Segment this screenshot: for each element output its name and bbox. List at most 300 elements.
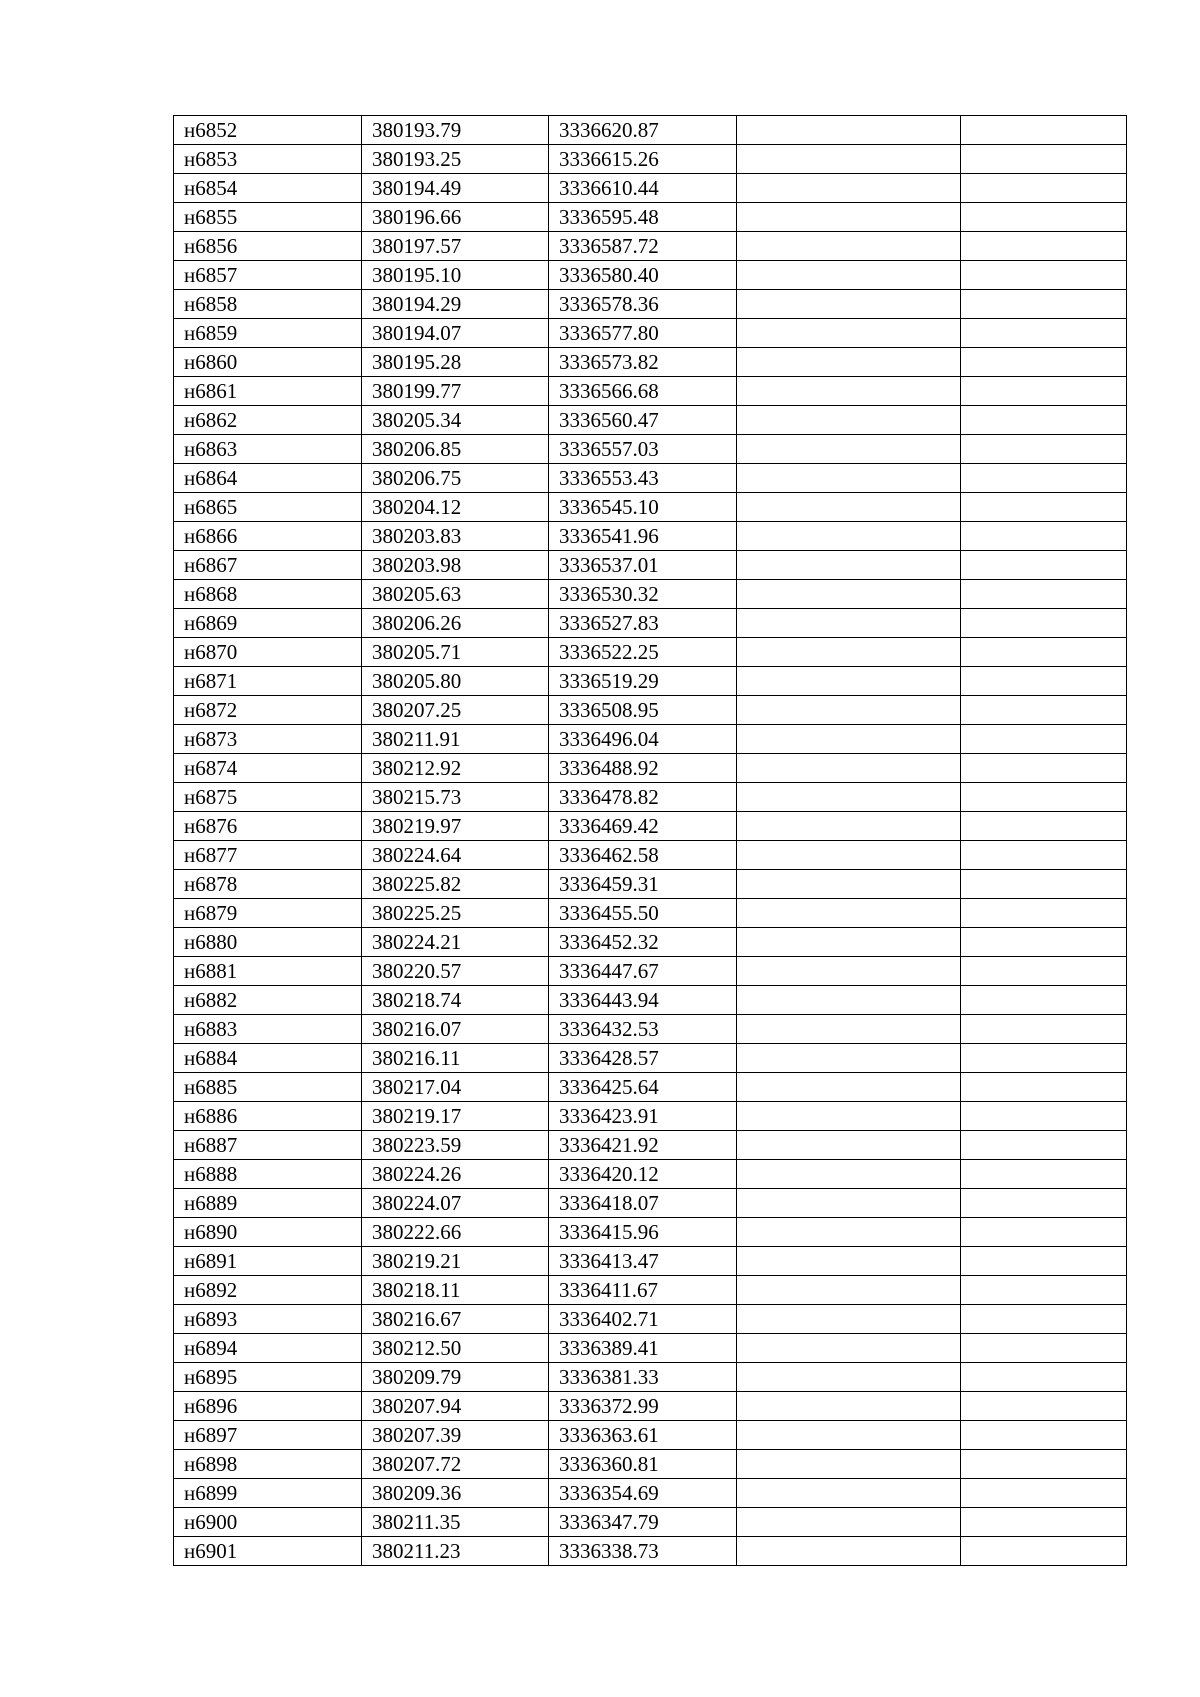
- point-id-cell: н6887: [174, 1131, 362, 1160]
- x-coordinate-cell: 380197.57: [362, 232, 549, 261]
- table-row: [174, 1131, 1127, 1160]
- x-coordinate-cell: 380206.85: [362, 435, 549, 464]
- point-id-cell: н6877: [174, 841, 362, 870]
- x-coordinate-cell: 380199.77: [362, 377, 549, 406]
- point-id-cell: н6856: [174, 232, 362, 261]
- empty-cell-4: [737, 1247, 961, 1276]
- empty-cell-4: [737, 783, 961, 812]
- empty-cell-4: [737, 1508, 961, 1537]
- y-coordinate-cell: 3336452.32: [549, 928, 737, 957]
- table-row: [174, 957, 1127, 986]
- empty-cell-4: [737, 261, 961, 290]
- empty-cell-4: [737, 1102, 961, 1131]
- y-coordinate-cell: 3336522.25: [549, 638, 737, 667]
- x-coordinate-cell: 380211.91: [362, 725, 549, 754]
- empty-cell-5: [961, 928, 1127, 957]
- x-coordinate-cell: 380218.74: [362, 986, 549, 1015]
- x-coordinate-cell: 380206.26: [362, 609, 549, 638]
- table-row: [174, 1044, 1127, 1073]
- empty-cell-5: [961, 1305, 1127, 1334]
- y-coordinate-cell: 3336527.83: [549, 609, 737, 638]
- y-coordinate-cell: 3336447.67: [549, 957, 737, 986]
- empty-cell-5: [961, 580, 1127, 609]
- table-row: [174, 783, 1127, 812]
- y-coordinate-cell: 3336432.53: [549, 1015, 737, 1044]
- empty-cell-5: [961, 145, 1127, 174]
- y-coordinate-cell: 3336545.10: [549, 493, 737, 522]
- table-row: [174, 1015, 1127, 1044]
- empty-cell-5: [961, 1537, 1127, 1566]
- point-id-cell: н6881: [174, 957, 362, 986]
- y-coordinate-cell: 3336413.47: [549, 1247, 737, 1276]
- table-row: [174, 290, 1127, 319]
- table-row: [174, 812, 1127, 841]
- point-id-cell: н6890: [174, 1218, 362, 1247]
- empty-cell-4: [737, 580, 961, 609]
- point-id-cell: н6859: [174, 319, 362, 348]
- y-coordinate-cell: 3336519.29: [549, 667, 737, 696]
- empty-cell-4: [737, 1392, 961, 1421]
- table-row: [174, 754, 1127, 783]
- empty-cell-4: [737, 203, 961, 232]
- point-id-cell: н6894: [174, 1334, 362, 1363]
- empty-cell-4: [737, 377, 961, 406]
- empty-cell-5: [961, 1421, 1127, 1450]
- table-row: [174, 1189, 1127, 1218]
- empty-cell-4: [737, 696, 961, 725]
- empty-cell-5: [961, 377, 1127, 406]
- x-coordinate-cell: 380216.07: [362, 1015, 549, 1044]
- y-coordinate-cell: 3336578.36: [549, 290, 737, 319]
- x-coordinate-cell: 380217.04: [362, 1073, 549, 1102]
- point-id-cell: н6860: [174, 348, 362, 377]
- table-row: [174, 1102, 1127, 1131]
- table-row: [174, 1508, 1127, 1537]
- empty-cell-5: [961, 551, 1127, 580]
- x-coordinate-cell: 380193.25: [362, 145, 549, 174]
- empty-cell-5: [961, 1334, 1127, 1363]
- table-row: [174, 232, 1127, 261]
- table-row: [174, 580, 1127, 609]
- empty-cell-5: [961, 435, 1127, 464]
- point-id-cell: н6852: [174, 116, 362, 145]
- y-coordinate-cell: 3336415.96: [549, 1218, 737, 1247]
- x-coordinate-cell: 380212.50: [362, 1334, 549, 1363]
- point-id-cell: н6876: [174, 812, 362, 841]
- empty-cell-5: [961, 290, 1127, 319]
- empty-cell-4: [737, 522, 961, 551]
- point-id-cell: н6858: [174, 290, 362, 319]
- table-row: [174, 1392, 1127, 1421]
- empty-cell-5: [961, 261, 1127, 290]
- empty-cell-4: [737, 1044, 961, 1073]
- x-coordinate-cell: 380216.67: [362, 1305, 549, 1334]
- empty-cell-4: [737, 1189, 961, 1218]
- point-id-cell: н6865: [174, 493, 362, 522]
- empty-cell-4: [737, 609, 961, 638]
- x-coordinate-cell: 380207.94: [362, 1392, 549, 1421]
- table-row: [174, 1276, 1127, 1305]
- x-coordinate-cell: 380206.75: [362, 464, 549, 493]
- x-coordinate-cell: 380195.10: [362, 261, 549, 290]
- y-coordinate-cell: 3336566.68: [549, 377, 737, 406]
- y-coordinate-cell: 3336488.92: [549, 754, 737, 783]
- empty-cell-5: [961, 406, 1127, 435]
- point-id-cell: н6867: [174, 551, 362, 580]
- empty-cell-5: [961, 1508, 1127, 1537]
- y-coordinate-cell: 3336587.72: [549, 232, 737, 261]
- empty-cell-4: [737, 1276, 961, 1305]
- x-coordinate-cell: 380224.26: [362, 1160, 549, 1189]
- point-id-cell: н6875: [174, 783, 362, 812]
- point-id-cell: н6891: [174, 1247, 362, 1276]
- y-coordinate-cell: 3336537.01: [549, 551, 737, 580]
- point-id-cell: н6897: [174, 1421, 362, 1450]
- point-id-cell: н6873: [174, 725, 362, 754]
- empty-cell-5: [961, 493, 1127, 522]
- point-id-cell: н6884: [174, 1044, 362, 1073]
- x-coordinate-cell: 380222.66: [362, 1218, 549, 1247]
- y-coordinate-cell: 3336372.99: [549, 1392, 737, 1421]
- empty-cell-4: [737, 899, 961, 928]
- y-coordinate-cell: 3336418.07: [549, 1189, 737, 1218]
- y-coordinate-cell: 3336469.42: [549, 812, 737, 841]
- empty-cell-5: [961, 203, 1127, 232]
- table-row: [174, 319, 1127, 348]
- point-id-cell: н6892: [174, 1276, 362, 1305]
- point-id-cell: н6854: [174, 174, 362, 203]
- y-coordinate-cell: 3336421.92: [549, 1131, 737, 1160]
- empty-cell-4: [737, 986, 961, 1015]
- y-coordinate-cell: 3336423.91: [549, 1102, 737, 1131]
- empty-cell-4: [737, 812, 961, 841]
- x-coordinate-cell: 380194.29: [362, 290, 549, 319]
- empty-cell-4: [737, 493, 961, 522]
- table-row: [174, 464, 1127, 493]
- point-id-cell: н6864: [174, 464, 362, 493]
- empty-cell-5: [961, 812, 1127, 841]
- empty-cell-4: [737, 1160, 961, 1189]
- y-coordinate-cell: 3336615.26: [549, 145, 737, 174]
- empty-cell-5: [961, 1131, 1127, 1160]
- empty-cell-5: [961, 1015, 1127, 1044]
- empty-cell-5: [961, 1247, 1127, 1276]
- empty-cell-4: [737, 638, 961, 667]
- table-row: [174, 667, 1127, 696]
- empty-cell-4: [737, 464, 961, 493]
- point-id-cell: н6882: [174, 986, 362, 1015]
- y-coordinate-cell: 3336354.69: [549, 1479, 737, 1508]
- empty-cell-4: [737, 145, 961, 174]
- x-coordinate-cell: 380225.82: [362, 870, 549, 899]
- y-coordinate-cell: 3336478.82: [549, 783, 737, 812]
- y-coordinate-cell: 3336560.47: [549, 406, 737, 435]
- table-row: [174, 1334, 1127, 1363]
- point-id-cell: н6855: [174, 203, 362, 232]
- empty-cell-4: [737, 754, 961, 783]
- x-coordinate-cell: 380223.59: [362, 1131, 549, 1160]
- y-coordinate-cell: 3336389.41: [549, 1334, 737, 1363]
- empty-cell-5: [961, 841, 1127, 870]
- empty-cell-4: [737, 667, 961, 696]
- table-row: [174, 841, 1127, 870]
- empty-cell-5: [961, 1160, 1127, 1189]
- empty-cell-4: [737, 406, 961, 435]
- empty-cell-4: [737, 551, 961, 580]
- empty-cell-5: [961, 1189, 1127, 1218]
- empty-cell-4: [737, 1131, 961, 1160]
- y-coordinate-cell: 3336455.50: [549, 899, 737, 928]
- empty-cell-5: [961, 174, 1127, 203]
- point-id-cell: н6898: [174, 1450, 362, 1479]
- table-row: [174, 1363, 1127, 1392]
- empty-cell-4: [737, 174, 961, 203]
- empty-cell-4: [737, 348, 961, 377]
- point-id-cell: н6885: [174, 1073, 362, 1102]
- empty-cell-5: [961, 667, 1127, 696]
- y-coordinate-cell: 3336360.81: [549, 1450, 737, 1479]
- table-row: [174, 203, 1127, 232]
- point-id-cell: н6901: [174, 1537, 362, 1566]
- empty-cell-5: [961, 1450, 1127, 1479]
- empty-cell-5: [961, 957, 1127, 986]
- y-coordinate-cell: 3336541.96: [549, 522, 737, 551]
- table-row: [174, 435, 1127, 464]
- x-coordinate-cell: 380207.39: [362, 1421, 549, 1450]
- x-coordinate-cell: 380194.49: [362, 174, 549, 203]
- table-row: [174, 377, 1127, 406]
- empty-cell-5: [961, 1073, 1127, 1102]
- y-coordinate-cell: 3336381.33: [549, 1363, 737, 1392]
- empty-cell-5: [961, 1102, 1127, 1131]
- point-id-cell: н6853: [174, 145, 362, 174]
- empty-cell-5: [961, 1044, 1127, 1073]
- table-row: [174, 145, 1127, 174]
- x-coordinate-cell: 380205.80: [362, 667, 549, 696]
- point-id-cell: н6857: [174, 261, 362, 290]
- x-coordinate-cell: 380211.23: [362, 1537, 549, 1566]
- x-coordinate-cell: 380219.97: [362, 812, 549, 841]
- empty-cell-5: [961, 725, 1127, 754]
- x-coordinate-cell: 380211.35: [362, 1508, 549, 1537]
- empty-cell-5: [961, 464, 1127, 493]
- y-coordinate-cell: 3336462.58: [549, 841, 737, 870]
- empty-cell-5: [961, 1218, 1127, 1247]
- empty-cell-4: [737, 841, 961, 870]
- empty-cell-4: [737, 290, 961, 319]
- empty-cell-5: [961, 1363, 1127, 1392]
- point-id-cell: н6866: [174, 522, 362, 551]
- y-coordinate-cell: 3336347.79: [549, 1508, 737, 1537]
- empty-cell-5: [961, 1479, 1127, 1508]
- empty-cell-4: [737, 1479, 961, 1508]
- x-coordinate-cell: 380205.63: [362, 580, 549, 609]
- empty-cell-5: [961, 783, 1127, 812]
- y-coordinate-cell: 3336580.40: [549, 261, 737, 290]
- point-id-cell: н6874: [174, 754, 362, 783]
- y-coordinate-cell: 3336557.03: [549, 435, 737, 464]
- empty-cell-4: [737, 116, 961, 145]
- empty-cell-4: [737, 1073, 961, 1102]
- point-id-cell: н6878: [174, 870, 362, 899]
- x-coordinate-cell: 380212.92: [362, 754, 549, 783]
- y-coordinate-cell: 3336530.32: [549, 580, 737, 609]
- empty-cell-5: [961, 696, 1127, 725]
- x-coordinate-cell: 380207.25: [362, 696, 549, 725]
- table-row: [174, 638, 1127, 667]
- table-row: [174, 551, 1127, 580]
- x-coordinate-cell: 380220.57: [362, 957, 549, 986]
- y-coordinate-cell: 3336338.73: [549, 1537, 737, 1566]
- point-id-cell: н6895: [174, 1363, 362, 1392]
- table-row: [174, 1160, 1127, 1189]
- x-coordinate-cell: 380224.21: [362, 928, 549, 957]
- table-row: [174, 1479, 1127, 1508]
- empty-cell-4: [737, 928, 961, 957]
- table-row: [174, 1073, 1127, 1102]
- point-id-cell: н6886: [174, 1102, 362, 1131]
- y-coordinate-cell: 3336553.43: [549, 464, 737, 493]
- point-id-cell: н6872: [174, 696, 362, 725]
- x-coordinate-cell: 380194.07: [362, 319, 549, 348]
- y-coordinate-cell: 3336402.71: [549, 1305, 737, 1334]
- empty-cell-5: [961, 754, 1127, 783]
- x-coordinate-cell: 380203.83: [362, 522, 549, 551]
- table-row: [174, 1247, 1127, 1276]
- x-coordinate-cell: 380195.28: [362, 348, 549, 377]
- x-coordinate-cell: 380205.71: [362, 638, 549, 667]
- empty-cell-5: [961, 1392, 1127, 1421]
- point-id-cell: н6862: [174, 406, 362, 435]
- table-row: [174, 116, 1127, 145]
- y-coordinate-cell: 3336610.44: [549, 174, 737, 203]
- y-coordinate-cell: 3336508.95: [549, 696, 737, 725]
- empty-cell-4: [737, 1305, 961, 1334]
- y-coordinate-cell: 3336620.87: [549, 116, 737, 145]
- x-coordinate-cell: 380205.34: [362, 406, 549, 435]
- empty-cell-5: [961, 986, 1127, 1015]
- empty-cell-5: [961, 609, 1127, 638]
- table-row: [174, 1421, 1127, 1450]
- empty-cell-5: [961, 348, 1127, 377]
- x-coordinate-cell: 380224.64: [362, 841, 549, 870]
- y-coordinate-cell: 3336420.12: [549, 1160, 737, 1189]
- empty-cell-4: [737, 1334, 961, 1363]
- x-coordinate-cell: 380196.66: [362, 203, 549, 232]
- x-coordinate-cell: 380216.11: [362, 1044, 549, 1073]
- y-coordinate-cell: 3336573.82: [549, 348, 737, 377]
- table-row: [174, 174, 1127, 203]
- empty-cell-5: [961, 232, 1127, 261]
- empty-cell-4: [737, 870, 961, 899]
- empty-cell-5: [961, 870, 1127, 899]
- empty-cell-4: [737, 957, 961, 986]
- point-id-cell: н6870: [174, 638, 362, 667]
- empty-cell-5: [961, 522, 1127, 551]
- point-id-cell: н6888: [174, 1160, 362, 1189]
- point-id-cell: н6896: [174, 1392, 362, 1421]
- y-coordinate-cell: 3336595.48: [549, 203, 737, 232]
- table-row: [174, 1537, 1127, 1566]
- empty-cell-5: [961, 899, 1127, 928]
- empty-cell-5: [961, 319, 1127, 348]
- point-id-cell: н6879: [174, 899, 362, 928]
- x-coordinate-cell: 380219.21: [362, 1247, 549, 1276]
- point-id-cell: н6868: [174, 580, 362, 609]
- table-row: [174, 609, 1127, 638]
- empty-cell-5: [961, 1276, 1127, 1305]
- x-coordinate-cell: 380209.36: [362, 1479, 549, 1508]
- x-coordinate-cell: 380203.98: [362, 551, 549, 580]
- table-row: [174, 1450, 1127, 1479]
- empty-cell-4: [737, 1537, 961, 1566]
- point-id-cell: н6871: [174, 667, 362, 696]
- point-id-cell: н6863: [174, 435, 362, 464]
- table-row: [174, 1305, 1127, 1334]
- point-id-cell: н6893: [174, 1305, 362, 1334]
- table-row: [174, 870, 1127, 899]
- empty-cell-4: [737, 1218, 961, 1247]
- empty-cell-4: [737, 1363, 961, 1392]
- table-row: [174, 725, 1127, 754]
- empty-cell-4: [737, 725, 961, 754]
- table-row: [174, 261, 1127, 290]
- y-coordinate-cell: 3336577.80: [549, 319, 737, 348]
- empty-cell-4: [737, 232, 961, 261]
- empty-cell-4: [737, 1421, 961, 1450]
- x-coordinate-cell: 380225.25: [362, 899, 549, 928]
- x-coordinate-cell: 380219.17: [362, 1102, 549, 1131]
- y-coordinate-cell: 3336425.64: [549, 1073, 737, 1102]
- coordinates-table: [173, 115, 1127, 1566]
- y-coordinate-cell: 3336428.57: [549, 1044, 737, 1073]
- y-coordinate-cell: 3336363.61: [549, 1421, 737, 1450]
- table-row: [174, 406, 1127, 435]
- y-coordinate-cell: 3336496.04: [549, 725, 737, 754]
- y-coordinate-cell: 3336459.31: [549, 870, 737, 899]
- x-coordinate-cell: 380207.72: [362, 1450, 549, 1479]
- y-coordinate-cell: 3336443.94: [549, 986, 737, 1015]
- point-id-cell: н6861: [174, 377, 362, 406]
- point-id-cell: н6899: [174, 1479, 362, 1508]
- empty-cell-4: [737, 1015, 961, 1044]
- x-coordinate-cell: 380209.79: [362, 1363, 549, 1392]
- table-row: [174, 899, 1127, 928]
- point-id-cell: н6869: [174, 609, 362, 638]
- point-id-cell: н6889: [174, 1189, 362, 1218]
- table-row: [174, 493, 1127, 522]
- x-coordinate-cell: 380215.73: [362, 783, 549, 812]
- empty-cell-4: [737, 319, 961, 348]
- point-id-cell: н6880: [174, 928, 362, 957]
- coordinates-table-body: [174, 116, 1127, 1566]
- point-id-cell: н6883: [174, 1015, 362, 1044]
- empty-cell-4: [737, 435, 961, 464]
- x-coordinate-cell: 380218.11: [362, 1276, 549, 1305]
- x-coordinate-cell: 380193.79: [362, 116, 549, 145]
- empty-cell-5: [961, 116, 1127, 145]
- table-row: [174, 986, 1127, 1015]
- table-row: [174, 1218, 1127, 1247]
- x-coordinate-cell: 380204.12: [362, 493, 549, 522]
- y-coordinate-cell: 3336411.67: [549, 1276, 737, 1305]
- empty-cell-4: [737, 1450, 961, 1479]
- table-row: [174, 928, 1127, 957]
- point-id-cell: н6900: [174, 1508, 362, 1537]
- table-row: [174, 696, 1127, 725]
- x-coordinate-cell: 380224.07: [362, 1189, 549, 1218]
- table-row: [174, 348, 1127, 377]
